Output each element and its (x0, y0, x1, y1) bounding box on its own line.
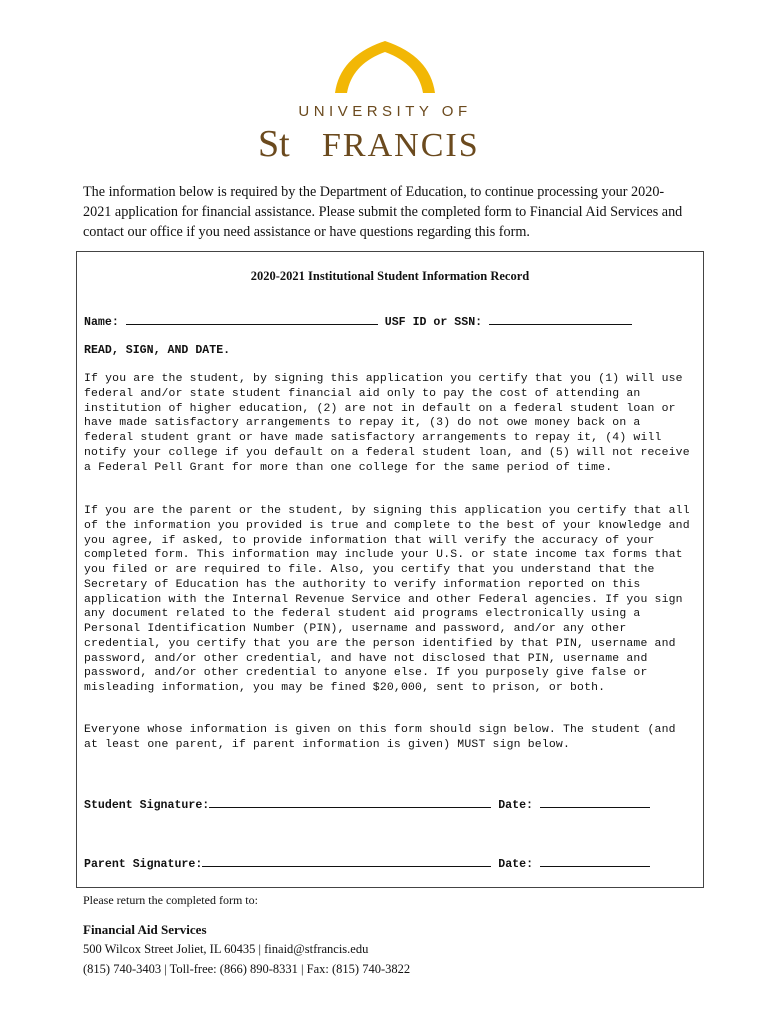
student-signature-field[interactable] (209, 797, 491, 808)
parent-signature-row (84, 856, 650, 871)
parent-signature-field[interactable] (202, 856, 491, 867)
parent-certification-paragraph: If you are the parent or the student, by signing this application you certify that all of the information you provided is true and complete to the best of your knowledge and you agree, if asked, to provide information that will verify the accuracy of your completed form. This information may include your U.S. or state income tax forms that you filed or are required to file. Also, you certify that you understand that the Secretary of Education has the authority to verify information reported on this application with the Internal Revenue Service and other Federal agencies. If you sign any document related to the federal student aid programs electronically using a Personal Identification Number (PIN), username and password, and/or any other credential, you certify that you are the person identified by that PIN, username and password, and/or other credential, and have not disclosed that PIN, username and password, and/or other credential to anyone else. If you purposely give false or misleading information, you may be fined $20,000, sent to prison, or both. (84, 504, 690, 694)
office-phones: (815) 740-3403 | Toll-free: (866) 890-8331 | Fax: (815) 740-3822 (83, 962, 411, 976)
office-address: 500 Wilcox Street Joliet, IL 60435 | finaid@stfrancis.edu (83, 942, 369, 956)
arch-icon (335, 41, 435, 93)
student-date-field[interactable] (540, 797, 650, 808)
id-label: USF ID or SSN: (384, 316, 483, 329)
logo-line1: UNIVERSITY OF (298, 103, 472, 120)
intro-text: The information below is required by the Department of Education, to continue processing your 2020-2021 application for financial assistance. Please submit the completed form to Financial Aid Services and contact our office if you need assistance or have questions regarding this form. (83, 184, 683, 240)
student-signature-row (84, 797, 650, 812)
parent-date-field[interactable] (540, 856, 650, 867)
student-date-label: Date: (498, 799, 533, 812)
name-label: Name: (84, 316, 119, 329)
parent-signature-label: Parent Signature: (84, 858, 203, 871)
instruction: READ, SIGN, AND DATE. (84, 344, 231, 357)
name-row (84, 314, 632, 329)
logo-francis: FRANCIS (322, 127, 480, 163)
student-signature-label: Student Signature: (84, 799, 210, 812)
form-title: 2020-2021 Institutional Student Information Record (250, 269, 530, 283)
return-note: Please return the completed form to: (83, 893, 258, 907)
signing-instruction-paragraph: Everyone whose information is given on this form should sign below. The student (and at least one parent, if parent information is given) MUST sign below. (84, 723, 676, 751)
logo-st: St (258, 123, 290, 163)
form-box (76, 251, 704, 888)
id-field[interactable] (489, 314, 632, 325)
office-name: Financial Aid Services (83, 922, 207, 937)
student-certification-paragraph: If you are the student, by signing this application you certify that you (1) will use federal and/or state student financial aid only to pay the cost of attending an institution of higher education, (2) are not in default on a federal student loan or have made satisfactory arrangements to repay it, (3) do not owe money back on a federal student grant or have made satisfactory arrangements to repay it, (4) will notify your college if you default on a federal student loan, and (5) will not receive a Federal Pell Grant for more than one college for the same period of time. (84, 372, 690, 474)
name-field[interactable] (126, 314, 378, 325)
university-logo (250, 38, 520, 163)
parent-date-label: Date: (498, 858, 534, 871)
